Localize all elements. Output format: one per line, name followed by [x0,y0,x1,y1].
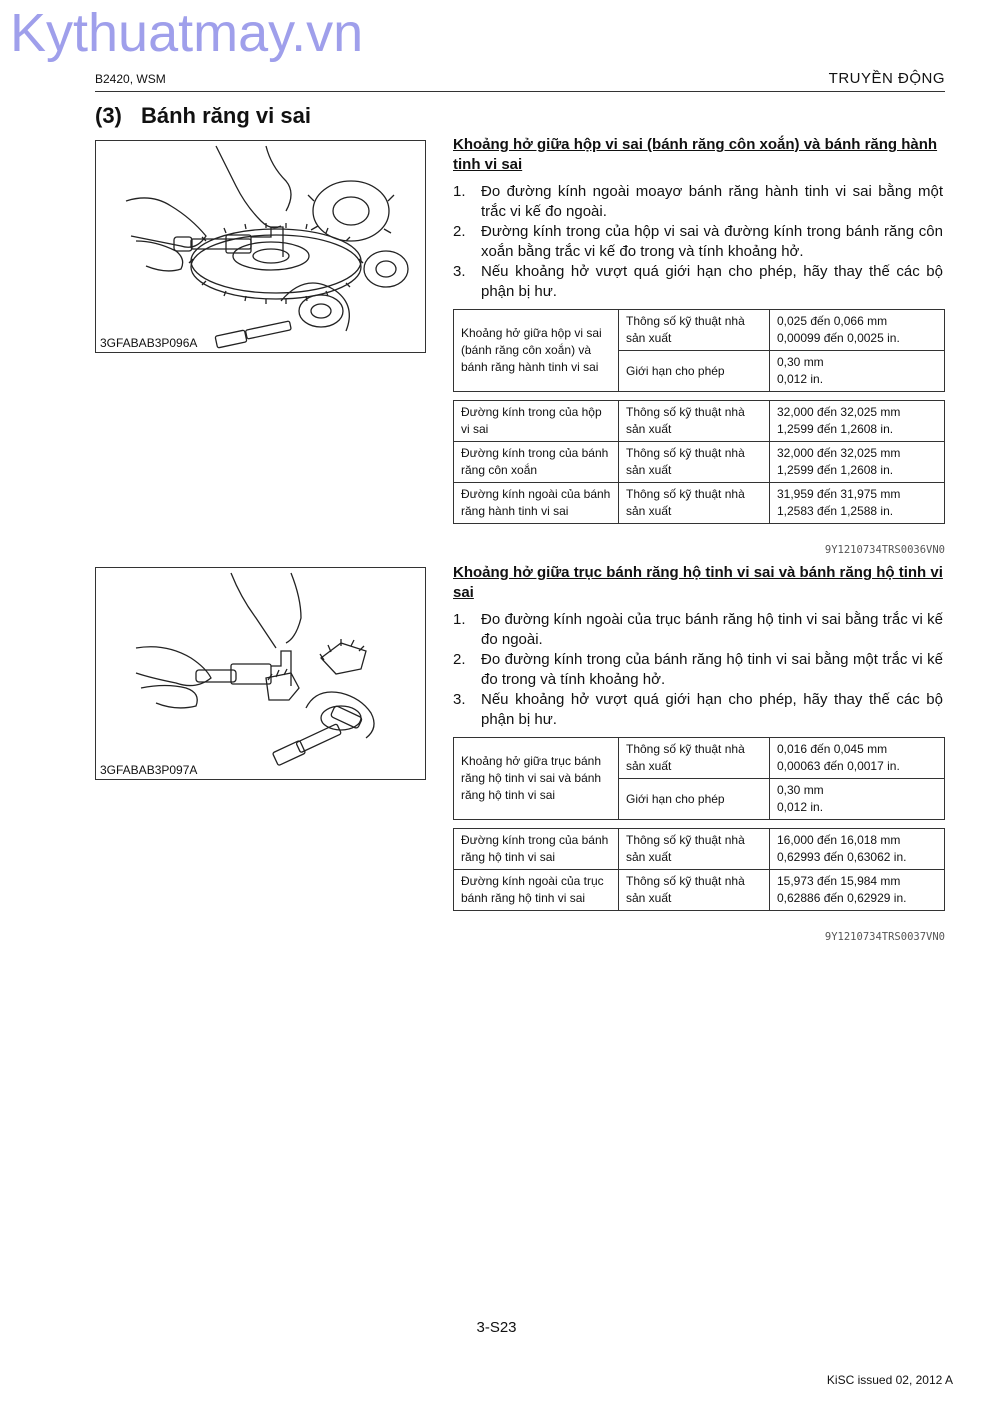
block-1-code: 9Y1210734TRS0036VN0 [824,544,945,556]
value-mm: 31,959 đến 31,975 mm [777,487,901,501]
spec-label: Thông số kỹ thuật nhà sản xuất [619,442,770,483]
value-in: 0,012 in. [777,800,824,814]
section-number: (3) [95,103,122,128]
block-2-title: Khoảng hở giữa trục bánh răng hộ tinh vi sai và bánh răng hộ tinh vi sai [453,564,943,601]
diameter-item: Đường kính trong của bánh răng hộ tinh vi sai [454,829,619,870]
spec-value [770,870,945,911]
section-title-text: Bánh răng vi sai [141,103,311,128]
value-mm: 0,30 mm [777,783,824,797]
block-1-text [453,135,943,302]
limit-value [770,779,945,820]
step-item [453,650,943,690]
step-item [453,610,943,650]
step-text: Đo đường kính ngoài moayơ bánh răng hành tinh vi sai bằng một trắc vi kế đo ngoài. [481,183,943,220]
value-in: 0,012 in. [777,372,824,386]
step-number: 1. [453,183,466,200]
spec-label: Thông số kỹ thuật nhà sản xuất [619,738,770,779]
value-mm: 0,016 đến 0,045 mm [777,742,888,756]
spec-value [770,738,945,779]
value-in: 0,00099 đến 0,0025 in. [777,331,900,345]
value-mm: 16,000 đến 16,018 mm [777,833,901,847]
step-number: 2. [453,651,466,668]
table-row [454,870,945,911]
header-model: B2420, WSM [95,72,166,86]
step-text: Đường kính trong của hộp vi sai và đường kính trong bánh răng côn xoắn bằng trắc vi kế đo trong và tính khoảng hở. [481,223,943,260]
step-number: 3. [453,263,466,280]
spec-label: Thông số kỹ thuật nhà sản xuất [619,310,770,351]
value-mm: 32,000 đến 32,025 mm [777,446,901,460]
diameter-item: Đường kính ngoài của bánh răng hành tinh vi sai [454,483,619,524]
step-text: Đo đường kính trong của bánh răng hộ tinh vi sai bằng một trắc vi kế đo trong và tính khoảng hở. [481,651,943,688]
spec-value [770,310,945,351]
clearance-item: Khoảng hở giữa hộp vi sai (bánh răng côn xoắn) và bánh răng hành tinh vi sai [454,310,619,392]
figure-1-label: 3GFABAB3P096A [100,336,198,350]
value-in: 1,2599 đến 1,2608 in. [777,422,894,436]
table-row [454,483,945,524]
page-number: 3-S23 [476,1319,517,1336]
limit-label: Giới hạn cho phép [619,779,770,820]
header-rule [95,91,945,92]
spec-label: Thông số kỹ thuật nhà sản xuất [619,483,770,524]
step-item [453,690,943,730]
spec-value [770,442,945,483]
limit-label: Giới hạn cho phép [619,351,770,392]
value-mm: 32,000 đến 32,025 mm [777,405,901,419]
block-1-steps [453,182,943,302]
figure-2-label: 3GFABAB3P097A [100,763,198,777]
value-in: 0,62993 đến 0,63062 in. [777,850,907,864]
step-text: Đo đường kính ngoài của trục bánh răng hộ tinh vi sai bằng trắc vi kế đo ngoài. [481,611,943,648]
block-2-text [453,563,943,730]
step-item [453,182,943,222]
step-item [453,262,943,302]
table-row [454,738,945,779]
value-in: 0,62886 đến 0,62929 in. [777,891,907,905]
block-2-code: 9Y1210734TRS0037VN0 [824,931,945,943]
step-number: 3. [453,691,466,708]
table-row [454,442,945,483]
spec-label: Thông số kỹ thuật nhà sản xuất [619,829,770,870]
value-in: 1,2599 đến 1,2608 in. [777,463,894,477]
block-1-title: Khoảng hở giữa hộp vi sai (bánh răng côn xoắn) và bánh răng hành tinh vi sai [453,136,938,173]
step-item [453,222,943,262]
table-row [454,401,945,442]
block-1-diameter-table [453,400,945,524]
value-mm: 15,973 đến 15,984 mm [777,874,901,888]
spec-value [770,829,945,870]
step-number: 2. [453,223,466,240]
table-row [454,829,945,870]
header-chapter: TRUYỀN ĐỘNG [828,70,945,87]
figure-1 [95,140,426,353]
figure-2 [95,567,426,780]
spec-label: Thông số kỹ thuật nhà sản xuất [619,870,770,911]
diameter-item: Đường kính trong của bánh răng côn xoắn [454,442,619,483]
block-1-clearance-table [453,309,945,392]
value-mm: 0,025 đến 0,066 mm [777,314,888,328]
block-2-diameter-table [453,828,945,911]
limit-value [770,351,945,392]
step-text: Nếu khoảng hở vượt quá giới hạn cho phép, hãy thay thế các bộ phận bị hư. [481,691,943,728]
spec-label: Thông số kỹ thuật nhà sản xuất [619,401,770,442]
block-2-clearance-table [453,737,945,820]
block-2-steps [453,610,943,730]
figure-2-drawing [96,568,425,779]
spec-value [770,483,945,524]
watermark-logo: Kythuatmay.vn [10,3,364,63]
value-mm: 0,30 mm [777,355,824,369]
diameter-item: Đường kính trong của hộp vi sai [454,401,619,442]
step-text: Nếu khoảng hở vượt quá giới hạn cho phép, hãy thay thế các bộ phận bị hư. [481,263,943,300]
spec-value [770,401,945,442]
value-in: 0,00063 đến 0,0017 in. [777,759,900,773]
section-title [95,103,311,129]
diameter-item: Đường kính ngoài của trục bánh răng hộ tinh vi sai [454,870,619,911]
value-in: 1,2583 đến 1,2588 in. [777,504,894,518]
clearance-item: Khoảng hở giữa trục bánh răng hộ tinh vi sai và bánh răng hộ tinh vi sai [454,738,619,820]
figure-1-drawing [96,141,425,352]
issue-note: KiSC issued 02, 2012 A [826,1373,953,1387]
table-row [454,310,945,351]
step-number: 1. [453,611,466,628]
